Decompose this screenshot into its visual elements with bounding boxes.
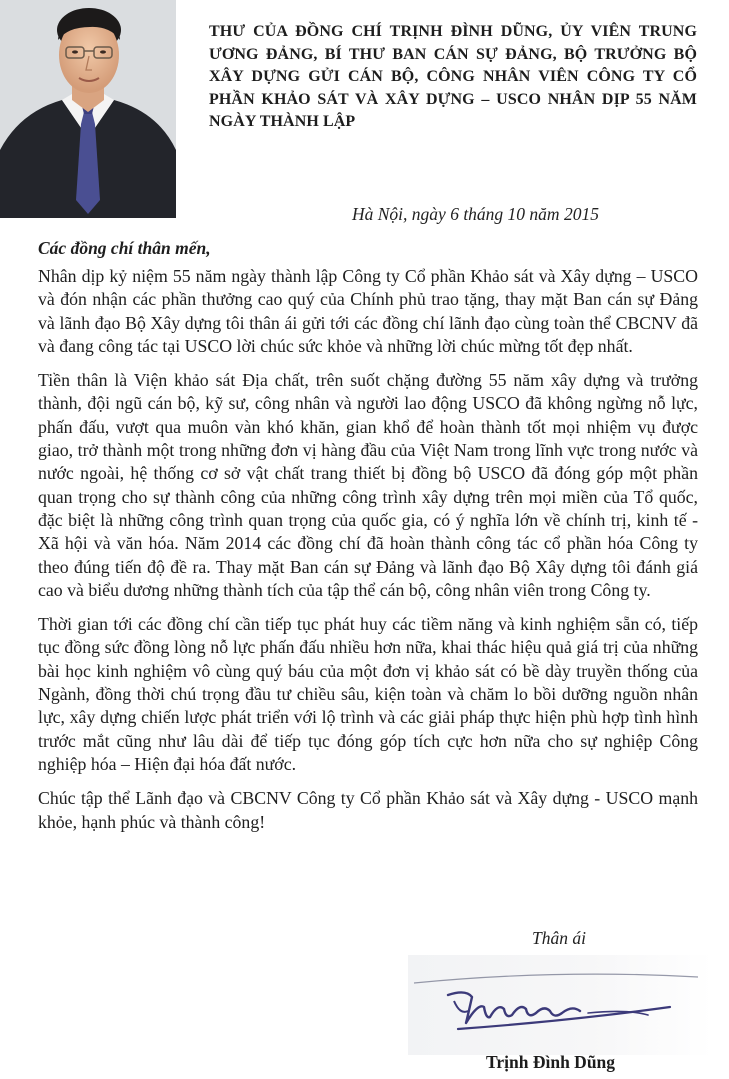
signer-name: Trịnh Đình Dũng xyxy=(486,1052,616,1072)
signature-drawing xyxy=(408,955,713,1055)
handwritten-signature xyxy=(408,955,713,1055)
letter-headline: THƯ CỦA ĐỒNG CHÍ TRỊNH ĐÌNH DŨNG, ỦY VIÊN TRUNG ƯƠNG ĐẢNG, BÍ THƯ BAN CÁN SỰ ĐẢNG, BỘ TRƯỞNG BỘ XÂY DỰNG GỬI CÁN BỘ, CÔNG NHÂN VIÊN CÔNG TY CỔ PHẦN KHẢO SÁT VÀ XÂY DỰNG – USCO NHÂN DỊP 55 NĂM NGÀY THÀNH LẬP xyxy=(209,23,697,130)
paragraph-history: Tiền thân là Viện khảo sát Địa chất, trên suốt chặng đường 55 năm xây dựng và trưởng thành, đội ngũ cán bộ, kỹ sư, công nhân và người lao động USCO đã không ngừng nỗ lực, phấn đấu, vượt qua muôn vàn khó khăn, gian khổ để hoàn thành tốt mọi nhiệm vụ được giao, trở thành một trong những đơn vị hàng đầu của Việt Nam trong lĩnh vực trong nước và nước ngoài, hệ thống cơ sở vật chất trang thiết bị đồng bộ USCO đã đóng góp một phần quan trọng cho sự thành công của những công trình xây dựng trên mọi miền của Tổ quốc, đặc biệt là những công trình quan trọng của quốc gia, có ý nghĩa lớn về chính trị, kinh tế - Xã hội và văn hóa. Năm 2014 các đồng chí đã hoàn thành công tác cổ phần hóa Công ty theo đúng tiến độ đề ra. Thay mặt Ban cán sự Đảng và lãnh đạo Bộ Xây dựng tôi đánh giá cao và biểu dương những thành tích của tập thể cán bộ, công nhân viên trong Công ty. xyxy=(38,370,698,600)
paragraph-wishes: Chúc tập thể Lãnh đạo và CBCNV Công ty Cổ phần Khảo sát và Xây dựng - USCO mạnh khỏe, hạnh phúc và thành công! xyxy=(38,788,698,832)
paragraph-congratulations: Nhân dịp kỷ niệm 55 năm ngày thành lập Công ty Cổ phần Khảo sát và Xây dựng – USCO và đón nhận các phần thưởng cao quý của Chính phủ trao tặng, thay mặt Ban cán sự Đảng và lãnh đạo Bộ Xây dựng tôi thân ái gửi tới các đồng chí lãnh đạo cùng toàn thể CBCNV đã và đang công tác tại USCO lời chúc sức khỏe và những lời chúc mừng tốt đẹp nhất. xyxy=(38,266,698,356)
closing-phrase: Thân ái xyxy=(532,928,586,948)
author-portrait xyxy=(0,0,176,218)
paragraph-future-tasks: Thời gian tới các đồng chí cần tiếp tục phát huy các tiềm năng và kinh nghiệm sẵn có, tiếp tục đồng sức đồng lòng nỗ lực phấn đấu nhiều hơn nữa, khai thác hiệu quả giá trị của những bài học kinh nghiệm vô cùng quý báu của một đơn vị khảo sát có bề dày truyền thống của Ngành, đồng thời chú trọng đầu tư chiều sâu, kiện toàn và chăm lo bồi dưỡng nguồn nhân lực, xây dựng chiến lược phát triển với lộ trình và các giải pháp thực hiện phù hợp tình hình trước mắt cũng như lâu dài để tiếp tục đóng góp tích cực hơn nữa cho sự nghiệp Công nghiệp hóa – Hiện đại hóa đất nước. xyxy=(38,614,698,774)
letter-body xyxy=(38,265,698,845)
portrait-illustration xyxy=(0,0,176,218)
salutation: Các đồng chí thân mến, xyxy=(38,238,211,258)
letter-date: Hà Nội, ngày 6 tháng 10 năm 2015 xyxy=(352,204,599,224)
